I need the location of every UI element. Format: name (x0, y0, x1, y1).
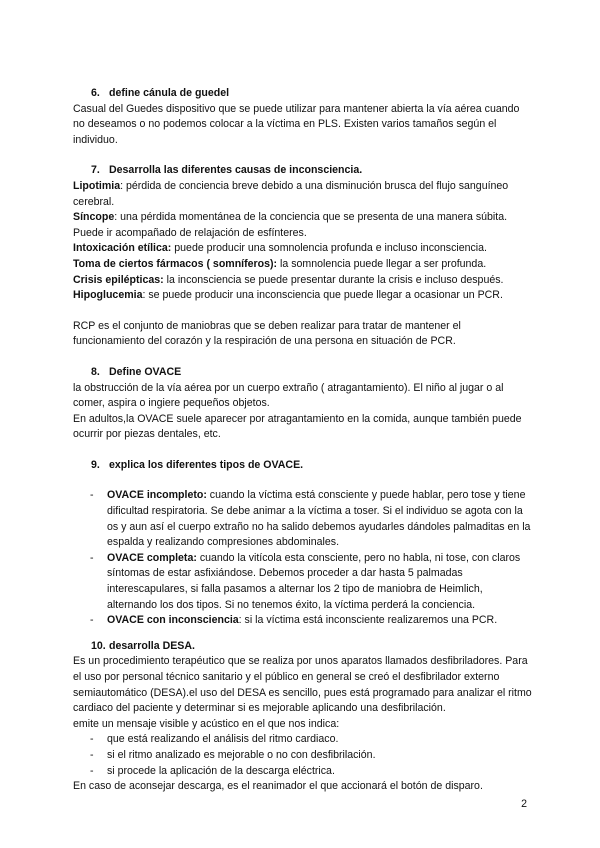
cause-text: puede producir una somnolencia profunda e incluso inconsciencia. (171, 242, 487, 255)
section-number: 6. (91, 87, 100, 99)
paragraph-desa-message: emite un mensaje visible y acústico en el que nos indica: (73, 717, 340, 730)
cause-term: Toma de ciertos fármacos ( somníferos): (73, 257, 278, 270)
section-heading-7 (73, 163, 533, 179)
paragraph-rcp: RCP es el conjunto de maniobras que se deben realizar para tratar de mantener el funcionamiento del corazón y la respiración de una persona en situación de PCR. (73, 319, 461, 348)
section-title: explica los diferentes tipos de OVACE. (109, 458, 304, 471)
section-heading-6 (73, 86, 533, 102)
cause-term: Crisis epilépticas: (73, 273, 164, 286)
desa-message-list (73, 732, 533, 779)
section-number: 10. (91, 639, 106, 652)
section-heading-8 (73, 365, 533, 381)
section-number: 7. (91, 164, 100, 177)
ovace-type-term: OVACE con inconsciencia (107, 614, 239, 627)
ovace-type-term: OVACE incompleto: (107, 489, 207, 502)
paragraph-desa: Es un procedimiento terapéutico que se realiza por unos aparatos llamados desfibriladores. Para el uso por personal técnico sanitario y el público en general se creó el desfibrilador externo semiautomático (DESA).el uso del DESA es sencillo, pues está programado para analizar el ritmo cardiaco del paciente y determinar si es mejorable aplicando una desfibrilación. (73, 655, 532, 715)
section-title: desarrolla DESA. (109, 639, 195, 652)
paragraph-guedel: Casual del Guedes dispositivo que se puede utilizar para mantener abierta la vía aérea cuando no deseamos o no podemos colocar a la víctima en PLS. Existen varios tamaños según el individuo. (73, 102, 520, 146)
ovace-type-text: cuando la vitícola esta consciente, pero no habla, ni tose, con claros síntomas de estar asfixiándose. Debemos proceder a dar hasta 5 palmadas interescapulares, si falla pasamos a alternar los 2 tipo de maniobra de Heimlich, alternando los dos tipos. Si no tenemos éxito, la víctima perderá la conciencia. (107, 551, 521, 611)
section-number: 9. (91, 458, 100, 471)
section-heading-9 (73, 458, 533, 474)
cause-farmacos (73, 257, 533, 273)
cause-text: : se puede producir una inconsciencia que puede llegar a ocasionar un PCR. (142, 289, 503, 302)
cause-intoxicacion (73, 241, 533, 257)
ovace-types-list (73, 488, 533, 628)
paragraph-ovace-definition: la obstrucción de la vía aérea por un cuerpo extraño ( atragantamiento). El niño al jugar o al comer, aspira o ingiere pequeños objetos. (73, 381, 504, 410)
section-title: Desarrolla las diferentes causas de inconsciencia. (109, 164, 363, 177)
cause-term: Síncope (73, 211, 115, 224)
cause-term: Lipotimia (73, 179, 121, 192)
list-item: - si procede la aplicación de la descarga eléctrica. (73, 764, 533, 780)
cause-crisis (73, 273, 533, 289)
list-item (73, 613, 533, 629)
cause-sincope (73, 210, 533, 241)
paragraph-ovace-adults: En adultos,la OVACE suele aparecer por atragantamiento en la comida, aunque también puede ocurrir por piezas dentales, etc. (73, 412, 522, 441)
cause-lipotimia (73, 179, 533, 210)
cause-text: la somnolencia puede llegar a ser profunda. (277, 257, 487, 270)
page-number: 2 (521, 798, 527, 810)
cause-hipoglucemia (73, 288, 533, 304)
list-item (73, 488, 533, 550)
page-content (73, 86, 533, 795)
cause-text: : pérdida de conciencia breve debido a una disminución brusca del flujo sanguíneo cerebral. (73, 179, 509, 208)
list-item (73, 551, 533, 613)
section-heading-10 (73, 639, 533, 655)
ovace-type-term: OVACE completa: (107, 551, 197, 564)
list-item: - que está realizando el análisis del ritmo cardiaco. (73, 732, 533, 748)
cause-term: Hipoglucemia (73, 289, 143, 302)
section-number: 8. (91, 365, 100, 378)
section-title: define cánula de guedel (109, 87, 230, 99)
cause-text: la inconsciencia se puede presentar durante la crisis e incluso después. (163, 273, 504, 286)
cause-term: Intoxicación etílica: (73, 242, 172, 255)
list-item: - si el ritmo analizado es mejorable o no con desfibrilación. (73, 748, 533, 764)
ovace-type-text: : si la víctima está inconsciente realizaremos una PCR. (238, 614, 498, 627)
cause-text: : una pérdida momentánea de la conciencia que se presenta de una manera súbita. Puede ir acompañado de relajación de esfínteres. (73, 211, 508, 239)
paragraph-desa-shock: En caso de aconsejar descarga, es el reanimador el que accionará el botón de disparo. (73, 780, 483, 793)
section-title: Define OVACE (109, 365, 182, 378)
ovace-type-text: cuando la víctima está consciente y puede hablar, pero tose y tiene dificultad respiratoria. Se debe animar a la víctima a toser. Si el individuo se agota con la os y aun así el cuerpo extraño no ha salido debemos ayudarles dándoles palmaditas en la espalda y realizando compresiones abdominales. (107, 489, 531, 549)
